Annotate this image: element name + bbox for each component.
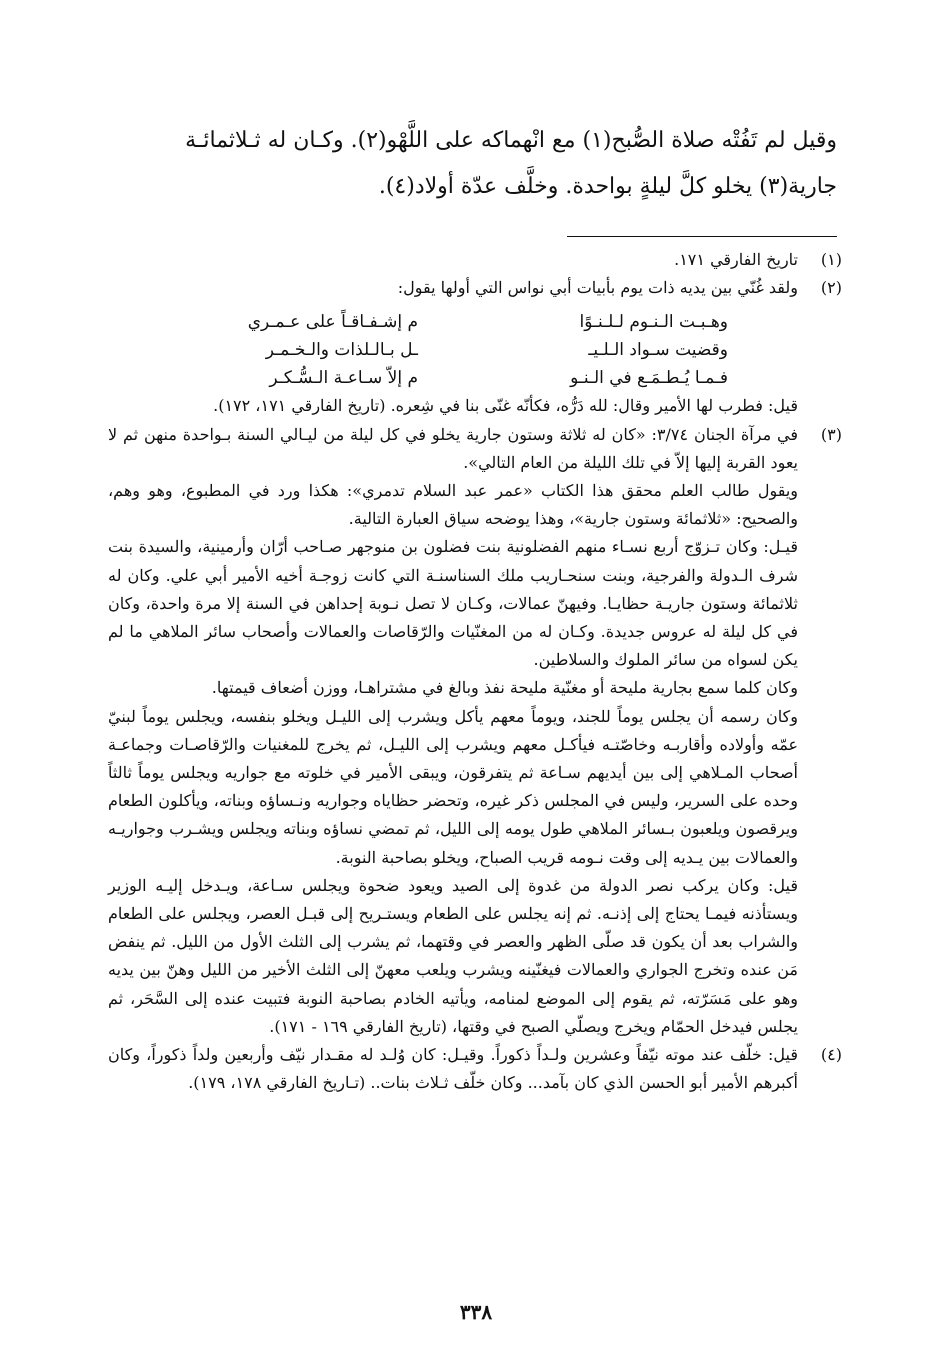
poem-verse — [108, 308, 798, 336]
footnote-number: (٤) — [820, 1045, 842, 1065]
main-text-line: وقيل لم تَفُتْه صلاة الصُّبح(١) مع انْهماكه على اللَّهْو(٢). وكـان له ثـلاثمائـة — [185, 128, 837, 153]
verse-second-hemistich: م إشـفـاقـاً على عـمـري — [247, 312, 418, 333]
footnote-paragraph: قيل: خلّف عند موته نيّفاً وعشرين ولـداً ذكوراً. وقيـل: كان وُلـد له مقـدار نيّف وأربعين ولداً ذكوراً، وكان أكبرهم الأمير أبو الحسن الذي كان بآمد... وكان خلّف ثـلاث بنات.. (تـاريخ الفارقي ١٧٨، ١٧٩). — [108, 1045, 798, 1093]
footnote-3 — [108, 421, 842, 1041]
verse-first-hemistich: وهـبـت الـنـوم لـلـنـوًا — [579, 312, 728, 333]
footnote-number: (٣) — [820, 424, 842, 444]
poem-verse — [108, 364, 798, 392]
footnote-number: (٢) — [820, 278, 842, 298]
footnote-4 — [108, 1041, 842, 1097]
footnotes — [108, 246, 842, 1097]
page-number: ٣٣٨ — [459, 1300, 493, 1324]
main-text — [115, 118, 837, 210]
footnote-paragraph: ولقد غُنّي بين يديه ذات يوم بأبيات أبي نواس التي أولها يقول: — [397, 278, 798, 298]
verse-first-hemistich: فـمـا يُـطـمَـع في الـنـو — [570, 368, 728, 389]
footnote-separator — [567, 236, 837, 237]
footnote-paragraph: وكان رسمه أن يجلس يوماً للجند، ويوماً معهم يأكل ويشرب إلى الليـل ويخلو بنفسه، ويجلس يوماً لبنيّ عمّه وأولاده وأقاربـه وخاصّتـه فيأكـل معهم ويشرب إلى الليـل، ثم يخرج للمغنيات والرّقاصـات وجماعـة أصحاب المـلاهي إلى بين أيديهم سـاعة ثم يتفرقون، ويبقى الأمير في خلوته مع جواريه ويجلس يوماً ثالثاً وحده على السرير، وليس في المجلس ذكر غيره، وتحضر حظاياه وجواريه ونـساؤه وبناته، ويأكلون الطعام ويرقصون ويلعبون بـسائر الملاهي طول يومه إلى الليل، ثم تمضي نساؤه وبناته ويجلس ويشـرب وجواريـه والعمالات بين يـديه إلى وقت نـومه قريب الصباح، ويخلو بصاحبة النوبة. — [108, 706, 798, 867]
footnote-1 — [108, 246, 842, 274]
footnote-paragraph: قيل: وكان يركب نصر الدولة من غدوة إلى الصيد ويعود ضحوة ويجلس سـاعة، ويـدخل إليـه الوزير ويستأذنه فيمـا يحتاج إلى إذنـه. ثم إنه يجلس على الطعام ويستـريح إلى قبـل العصر، ويجلس على الطعام والشراب بعد أن يكون قد صلّى الظهر والعصر في وقتهما، ثم يشرب إلى الثلث الأول من الليل. ثم ينفض مَن عنده وتخرج الجواري والعمالات فيغنّينه ويشرب ويلعب معهنّ إلى الثلث الأخير من الليل وهنّ بين يديه وهو على مَسَرّته، ثم يقوم إلى الموضع لمنامه، ويأتيه الخادم بصاحبة النوبة فتبيت عنده إلى السَّحَر، ثم يجلس فيدخل الحمّام ويخرج ويصلّي الصبح في وقتها، (تاريخ الفارقي ١٦٩ - ١٧١). — [108, 875, 799, 1036]
verse-second-hemistich: ـل بـالـلذات والـخـمـر — [265, 340, 418, 361]
footnote-paragraph: تاريخ الفارقي ١٧١. — [674, 250, 798, 269]
poem-verses — [108, 308, 798, 392]
footnote-number: (١) — [820, 250, 842, 269]
poem-verse — [108, 336, 798, 364]
footnote-paragraph: في مرآة الجنان ٣/٧٤: «كان له ثلاثة وستون جارية يخلو في كل ليلة من ليـالي السنة بـواحدة منهن ثم لا يعود القربة إليها إلاّ في تلك الليلة من العام التالي». — [108, 424, 798, 472]
main-text-line: جارية(٣) يخلو كلَّ ليلةٍ بواحدة. وخلَّف عدّة أولاد(٤). — [378, 174, 837, 199]
verse-second-hemistich: م إلاّ سـاعـة الـسُّـكـر — [269, 368, 418, 389]
footnote-2 — [108, 274, 842, 420]
footnote-paragraph: وكان كلما سمع بجارية مليحة أو مغنّية مليحة نفذ وبالغ في مشتراهـا، ووزن أضعاف قيمتها. — [211, 678, 798, 698]
footnote-paragraph: قيل: فطرب لها الأمير وقال: لله دَرُّه، فكأنّه غنّى بنا في شِعره. (تاريخ الفارقي ١٧١، ١٧٢). — [213, 396, 798, 416]
footnote-paragraph: قيـل: وكان تـزوّج أربع نسـاء منهم الفضلونية بنت فضلون بن منوجهر صـاحب أرّان وأرمينية، والسيدة بنت شرف الـدولة والفرجية، وبنت سنحـاريب ملك السناسنـة التي كانت زوجـة أخيه الأمير أبي علي. وكان له ثلاثمائة وستون جاريـة حظايـا. وفيهنّ عمالات، وكـان لا تصل نـوبة إحداهن في السنة إلا مرة واحدة، وكان في كل ليلة له عروس جديدة. وكـان له من المغنّيات والرّقاصات والعمالات وأصحاب سائر الملاهي ما لم يكن لسواه من سائر الملوك والسلاطين. — [108, 537, 798, 670]
footnote-paragraph: ويقول طالب العلم محقق هذا الكتاب «عمر عبد السلام تدمري»: هكذا ورد في المطبوع، وهو وهم، والصحيح: «ثلاثمائة وستون جارية»، وهذا يوضحه سياق العبارة التالية. — [108, 481, 798, 529]
verse-first-hemistich: وقضيت سـواد الـلـيـ — [588, 340, 728, 361]
